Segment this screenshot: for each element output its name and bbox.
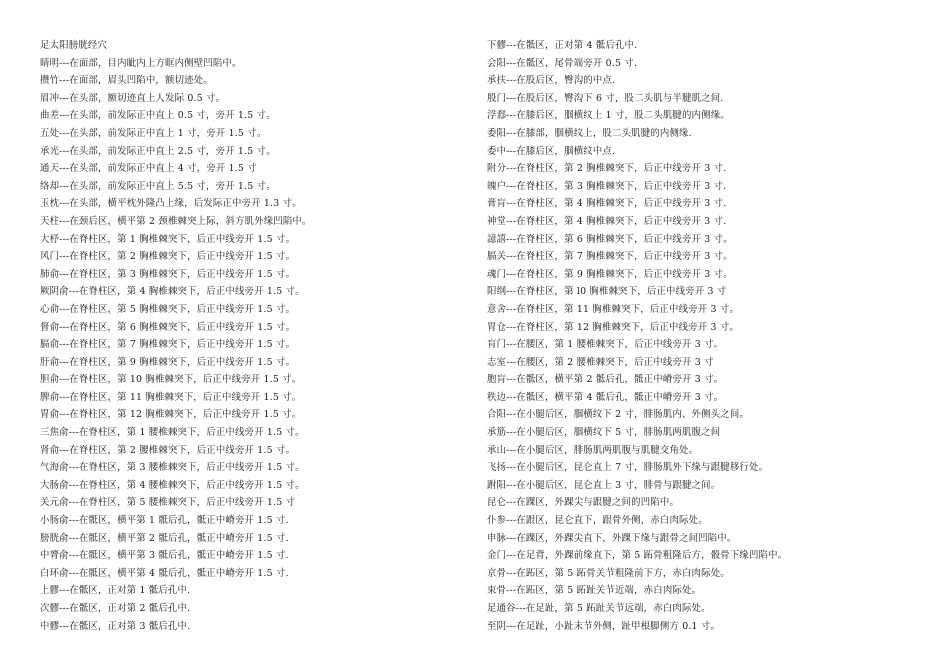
acupoint-entry: 膈俞---在脊柱区，第 7 胸椎棘突下，后正中线旁开 1.5 寸。 bbox=[40, 339, 296, 351]
acupoint-entry: 曲差---在头部，前发际正中直上 0.5 寸，旁开 1.5 寸。 bbox=[40, 110, 276, 122]
acupoint-entry: 足通谷---在足趾，第 5 跖趾关节远端，赤白肉际处。 bbox=[487, 603, 711, 614]
acupoint-entry: 魂门---在脊柱区，第 9 胸椎棘突下，后正中线旁开 3 寸。 bbox=[487, 268, 733, 280]
acupoint-entry: 殷门---在股后区，臀沟下 6 寸，股二头肌与半腱肌之间. bbox=[487, 92, 724, 104]
acupoint-entry: 魄户---在脊柱区，第 3 胸椎棘突下，后正中线旁开 3 寸. bbox=[487, 180, 727, 192]
acupoint-entry: 肝俞---在脊柱区，第 9 胸椎棘突下，后正中线旁开 1.5 寸。 bbox=[40, 356, 296, 368]
acupoint-entry: 譩譆---在脊柱区，第 6 胸椎棘突下，后正中线旁开 3 寸。 bbox=[487, 233, 733, 245]
acupoint-entry: 膈关---在脊柱区，第 7 胸椎棘突下，后正中线旁开 3 寸。 bbox=[487, 251, 733, 263]
acupoint-entry: 肓门---在腰区，第 1 腰椎棘突下，后正中线旁开 3 寸。 bbox=[487, 339, 724, 351]
acupoint-entry: 束骨---在跖区，第 5 跖趾关节近端，赤白肉际处。 bbox=[487, 585, 702, 597]
section-heading: 足太阳膀胱经穴 bbox=[40, 40, 108, 51]
acupoint-entry: 督俞---在脊柱区，第 6 胸椎棘突下，后正中线旁开 1.5 寸。 bbox=[40, 321, 296, 333]
right-column bbox=[487, 37, 937, 635]
left-column bbox=[40, 37, 470, 635]
acupoint-entry: 攒竹---在面部，眉头凹陷中，额切迹处。 bbox=[40, 75, 213, 87]
acupoint-entry: 胆俞---在脊柱区，第 10 胸椎棘突下，后正中线旁开 1.5 寸。 bbox=[40, 374, 302, 386]
acupoint-entry: 气海俞---在脊柱区，第 3 腰椎棘突下，后正中线旁开 1.5 寸。 bbox=[40, 462, 305, 474]
acupoint-entry: 中髎---在骶区，正对第 3 骶后孔中. bbox=[40, 620, 191, 632]
acupoint-entry: 大杼---在脊柱区，第 1 胸椎棘突下，后正中线旁开 1.5 寸。 bbox=[40, 233, 296, 245]
acupoint-entry: 飞扬---在小腿后区，昆仑直上 7 寸，腓肠肌外下缘与跟腱移行处。 bbox=[487, 462, 769, 474]
acupoint-entry: 白环俞---在骶区，横平第 4 骶后孔，骶正中嵴旁开 1.5 寸. bbox=[40, 567, 289, 579]
acupoint-entry: 脾俞---在脊柱区，第 11 胸椎棘突下，后正中线旁开 1.5 寸。 bbox=[40, 391, 302, 403]
acupoint-entry: 睛明---在面部，目内眦内上方眶内侧壁凹陷中。 bbox=[40, 57, 242, 69]
acupoint-entry: 会阳---在骶区，尾骨端旁开 0.5 寸. bbox=[487, 57, 638, 69]
acupoint-entry: 承扶---在股后区，臀沟的中点. bbox=[487, 75, 616, 87]
acupoint-entry: 五处---在头部，前发际正中直上 1 寸，旁开 1.5 寸。 bbox=[40, 127, 267, 139]
acupoint-entry: 中膂俞---在骶区，横平第 3 骶后孔，骶正中嵴旁开 1.5 寸. bbox=[40, 550, 289, 562]
acupoint-entry: 三焦俞---在脊柱区，第 1 腰椎棘突下，后正中线旁开 1.5 寸。 bbox=[40, 427, 305, 439]
acupoint-entry: 风门---在脊柱区，第 2 胸椎棘突下，后正中线旁开 1.5 寸。 bbox=[40, 251, 296, 263]
acupoint-entry: 肺俞---在脊柱区，第 3 胸椎棘突下，后正中线旁开 1.5 寸。 bbox=[40, 268, 296, 280]
acupoint-entry: 跗阳---在小腿后区，昆仑直上 3 寸，腓骨与跟腱之间。 bbox=[487, 479, 721, 491]
acupoint-entry: 肾俞---在脊柱区，第 2 腰椎棘突下，后正中线旁开 1.5 寸。 bbox=[40, 444, 296, 456]
acupoint-entry: 次髎---在骶区，正对第 2 骶后孔中. bbox=[40, 603, 191, 614]
acupoint-entry: 附分---在脊柱区，第 2 胸椎棘突下，后正中线旁开 3 寸. bbox=[487, 163, 727, 175]
acupoint-entry: 意舍---在脊柱区，第 11 胸椎棘突下，后正中线旁开 3 寸。 bbox=[487, 303, 739, 315]
acupoint-entry: 天柱---在颈后区，横平第 2 颈椎棘突上际，斜方肌外缘凹陷中。 bbox=[40, 215, 312, 227]
acupoint-entry: 秩边---在骶区，横平第 4 骶后孔，骶正中嵴旁开 3 寸。 bbox=[487, 391, 724, 403]
acupoint-entry: 心俞---在脊柱区，第 5 胸椎棘突下，后正中线旁开 1.5 寸。 bbox=[40, 303, 296, 315]
acupoint-entry: 上髎---在骶区，正对第 1 骶后孔中. bbox=[40, 585, 191, 597]
acupoint-entry: 膀胱俞---在骶区，横平第 2 骶后孔，骶正中嵴旁开 1.5 寸. bbox=[40, 532, 289, 544]
acupoint-entry: 胞肓---在骶区，横平第 2 骶后孔，骶正中嵴旁开 3 寸。 bbox=[487, 374, 724, 386]
acupoint-entry: 络却---在头部，前发际正中直上 5.5 寸，旁开 1.5 寸。 bbox=[40, 180, 276, 192]
acupoint-entry: 金门---在足背，外踝前缘直下，第 5 跖骨粗隆后方，骰骨下缘凹陷中。 bbox=[487, 550, 788, 562]
acupoint-entry: 合阳---在小腿后区，腘横纹下 2 寸，腓肠肌内、外侧头之间。 bbox=[487, 409, 750, 421]
acupoint-entry: 胃仓---在脊柱区，第 12 胸椎棘突下，后正中线旁开 3 寸。 bbox=[487, 321, 739, 333]
acupoint-entry: 神堂---在脊柱区，第 4 胸椎棘突下，后正中线旁开 3 寸. bbox=[487, 215, 727, 227]
acupoint-entry: 承山---在小腿后区，腓肠肌两肌腹与肌腱交角处。 bbox=[487, 444, 699, 456]
acupoint-entry: 承光---在头部，前发际正中直上 2.5 寸，旁开 1.5 寸。 bbox=[40, 145, 276, 157]
acupoint-entry: 浮郄---在膝后区，腘横纹上 1 寸，股二头肌腱的内侧缘。 bbox=[487, 110, 730, 122]
acupoint-entry: 昆仑---在踝区，外踝尖与跟腱之间的凹陷中。 bbox=[487, 497, 680, 509]
acupoint-entry: 京骨---在跖区，第 5 跖骨关节粗隆前下方，赤白肉际处。 bbox=[487, 567, 730, 579]
acupoint-entry: 仆参---在跟区，昆仑直下，跟骨外侧，赤白肉际处。 bbox=[487, 515, 708, 527]
acupoint-entry: 承筋---在小腿后区，腘横纹下 5 寸，腓肠肌两肌腹之间 bbox=[487, 427, 721, 439]
acupoint-entry: 下髎---在骶区，正对第 4 骶后孔中. bbox=[487, 40, 638, 51]
acupoint-entry: 眉冲---在头部，额切迹直上人发际 0.5 寸。 bbox=[40, 92, 226, 104]
acupoint-entry: 通天---在头部，前发际正中直上 4 寸，旁开 1.5 寸 bbox=[40, 163, 257, 175]
acupoint-entry: 委中---在膝后区，腘横纹中点. bbox=[487, 145, 616, 157]
acupoint-entry: 阳纲---在脊柱区，第 l0 胸椎棘突下，后正中线旁开 3 寸 bbox=[487, 286, 727, 298]
acupoint-entry: 厥阴俞---在脊柱区，第 4 胸椎棘突下，后正中线旁开 1.5 寸。 bbox=[40, 286, 305, 298]
acupoint-entry: 委阳---在膝部，腘横纹上，股二头肌腱的内侧缘. bbox=[487, 127, 692, 139]
acupoint-entry: 至阴---在足趾，小趾末节外侧，趾甲根脚侧方 0.1 寸。 bbox=[487, 620, 721, 632]
acupoint-entry: 小肠俞---在骶区，横平第 1 骶后孔，骶正中嵴旁开 1.5 寸. bbox=[40, 515, 289, 527]
acupoint-entry: 大肠俞---在脊柱区，第 4 腰椎棘突下，后正中线旁开 1.5 寸。 bbox=[40, 479, 305, 491]
acupoint-entry: 关元俞---在脊柱区，第 5 腰椎棘突下，后正中线旁开 1.5 寸 bbox=[40, 497, 296, 509]
acupoint-entry: 申脉---在踝区，外踝尖直下，外踝下缘与跟骨之间凹陷中。 bbox=[487, 532, 737, 544]
acupoint-entry: 玉枕---在头部，横平枕外隆凸上缘，后发际正中旁开 1.3 寸。 bbox=[40, 198, 302, 210]
acupoint-entry: 胃俞---在脊柱区，第 12 胸椎棘突下，后正中线旁开 1.5 寸。 bbox=[40, 409, 302, 421]
acupoint-entry: 志室---在腰区，第 2 腰椎棘突下，后正中线旁开 3 寸 bbox=[487, 356, 714, 368]
acupoint-entry: 膏肓---在脊柱区，第 4 胸椎棘突下，后正中线旁开 3 寸. bbox=[487, 198, 727, 210]
